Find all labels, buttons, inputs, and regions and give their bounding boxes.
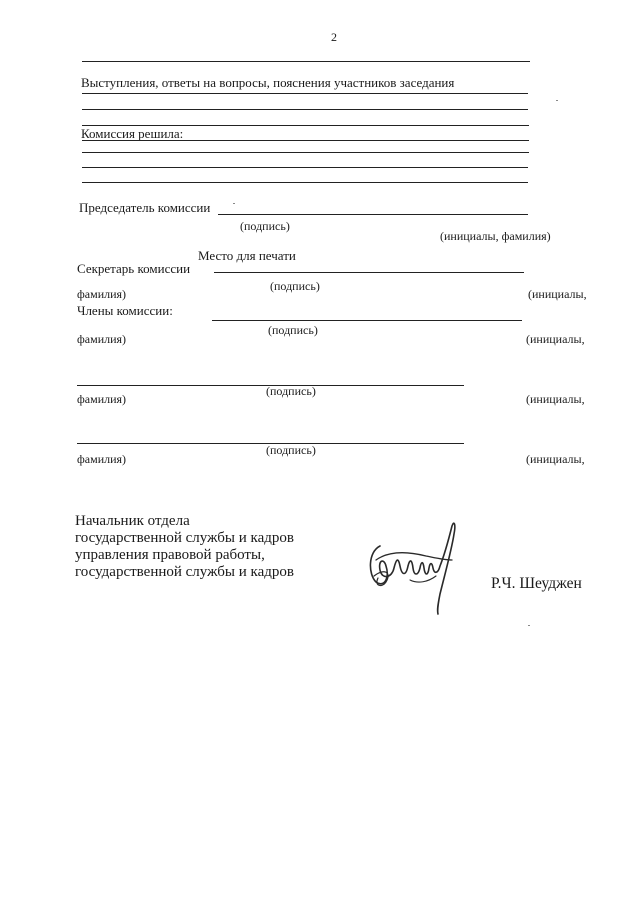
initials-hint: (инициалы, (528, 287, 587, 301)
signature-hint: (подпись) (266, 384, 316, 398)
surname-hint: фамилия) (77, 452, 127, 466)
rule-line (82, 182, 528, 183)
scan-speck (556, 100, 558, 101)
signer-name: Р.Ч. Шеуджен (491, 575, 582, 592)
position-line: государственной службы и кадров (75, 564, 294, 580)
member-signature-line (212, 320, 522, 321)
rule-line (82, 140, 529, 141)
signature-hint: (подпись) (266, 443, 316, 457)
signature-hint: (подпись) (270, 279, 320, 293)
handwritten-signature (366, 516, 466, 616)
signature-hint: (подпись) (240, 219, 290, 233)
rule-line (82, 152, 529, 153)
chairman-signature-line (218, 214, 528, 215)
initials-surname-hint: (инициалы, фамилия) (440, 229, 551, 243)
signature-hint: (подпись) (268, 323, 318, 337)
page-number: 2 (331, 30, 337, 44)
position-line: Начальник отдела (75, 513, 190, 529)
rule-line (82, 109, 528, 110)
surname-hint: фамилия) (77, 392, 127, 406)
initials-hint: (инициалы, (526, 452, 585, 466)
rule-line (82, 167, 528, 168)
seal-place-label: Место для печати (198, 248, 296, 263)
rule-line (82, 93, 528, 94)
commission-decided-label: Комиссия решила: (81, 126, 184, 141)
surname-hint: фамилия) (77, 332, 127, 346)
chairman-label: Председатель комиссии (79, 200, 211, 215)
secretary-signature-line (214, 272, 524, 273)
members-label: Члены комиссии: (77, 303, 173, 318)
scan-speck (233, 203, 235, 204)
surname-hint: фамилия) (77, 287, 127, 301)
speeches-label: Выступления, ответы на вопросы, пояснения участников заседания (81, 75, 455, 90)
initials-hint: (инициалы, (526, 332, 585, 346)
secretary-label: Секретарь комиссии (77, 261, 191, 276)
initials-hint: (инициалы, (526, 392, 585, 406)
rule-line (82, 61, 530, 62)
scan-speck (528, 625, 530, 626)
signer-position (75, 513, 294, 581)
position-line: управления правовой работы, (75, 547, 265, 563)
position-line: государственной службы и кадров (75, 530, 294, 546)
